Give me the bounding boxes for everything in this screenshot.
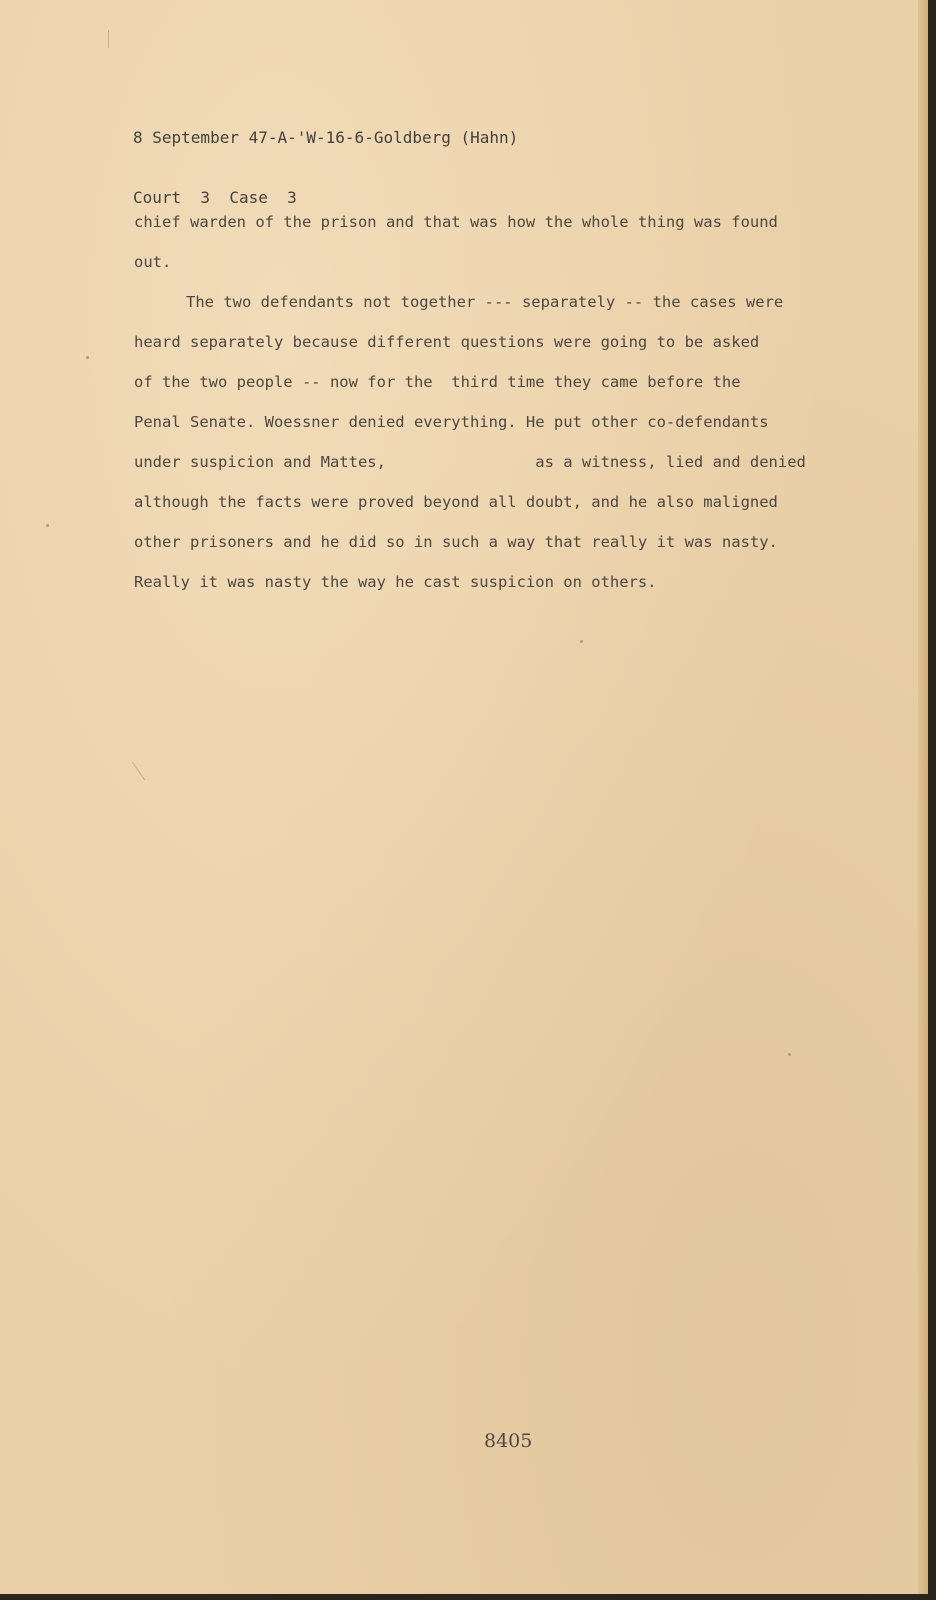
- transcript-line: The two defendants not together --- separately -- the cases were: [186, 293, 784, 311]
- header-date-reference: 8 September 47-A-'W-16-6-Goldberg (Hahn): [133, 128, 519, 147]
- paper-scratch: [108, 30, 109, 48]
- paper-scratch: [132, 762, 145, 781]
- header-court-case: Court 3 Case 3: [133, 188, 297, 207]
- paper-speck: [788, 1053, 791, 1056]
- page-number: 8405: [484, 1430, 533, 1452]
- transcript-line: Really it was nasty the way he cast suspicion on others.: [134, 573, 657, 591]
- transcript-line: Penal Senate. Woessner denied everything. He put other co-defendants: [134, 413, 769, 431]
- transcript-line: chief warden of the prison and that was how the whole thing was found: [134, 213, 778, 231]
- paper-speck: [46, 524, 49, 527]
- transcript-line: of the two people -- now for the third time they came before the: [134, 373, 741, 391]
- transcript-line: under suspicion and Mattes, as a witness, lied and denied: [134, 453, 806, 471]
- transcript-body: [134, 202, 864, 602]
- page-edge: [918, 0, 928, 1594]
- transcript-line: heard separately because different questions were going to be asked: [134, 333, 760, 351]
- transcript-line: other prisoners and he did so in such a way that really it was nasty.: [134, 533, 778, 551]
- transcript-line: although the facts were proved beyond all doubt, and he also maligned: [134, 493, 778, 511]
- paper-speck: [86, 356, 89, 359]
- transcript-line: out.: [134, 253, 172, 271]
- paper-speck: [580, 640, 583, 643]
